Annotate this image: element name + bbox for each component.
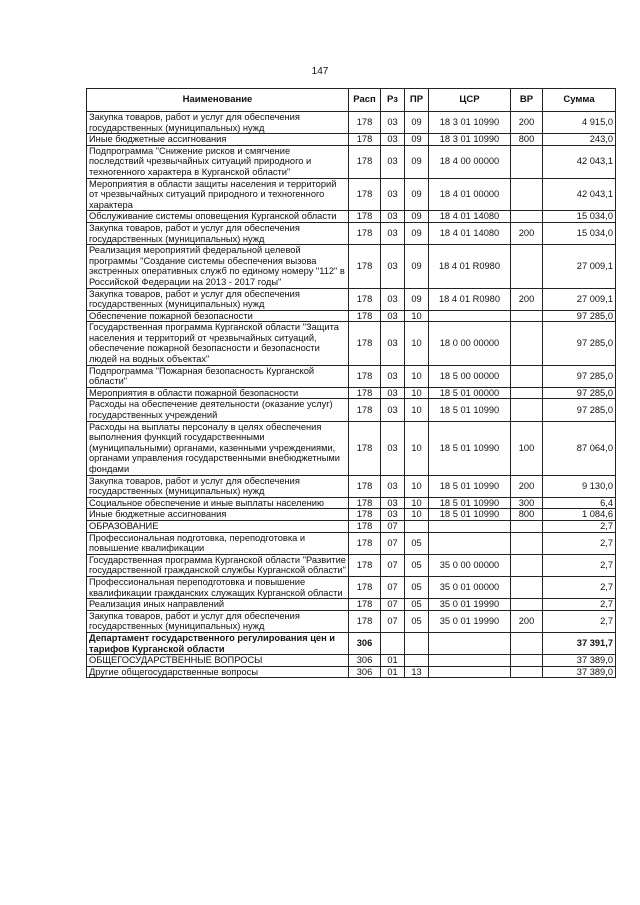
cell-name: Расходы на выплаты персоналу в целях обеспечения выполнения функций государственными (муниципальными) органами, казенными учреждениями, органами управления государственными внебюджетными фондами [87, 421, 349, 475]
cell-rz: 03 [381, 421, 405, 475]
cell-sum: 97 285,0 [543, 399, 616, 421]
cell-rasp: 178 [349, 387, 381, 399]
table-row [87, 365, 616, 387]
cell-vr: 200 [511, 475, 543, 497]
cell-vr [511, 322, 543, 365]
cell-rz: 03 [381, 245, 405, 288]
table-row [87, 421, 616, 475]
cell-rz [381, 632, 405, 654]
cell-pr: 05 [405, 610, 429, 632]
cell-sum: 42 043,1 [543, 145, 616, 178]
cell-vr [511, 399, 543, 421]
cell-name: Департамент государственного регулирования цен и тарифов Курганской области [87, 632, 349, 654]
cell-csr: 18 0 00 00000 [429, 322, 511, 365]
table-row [87, 112, 616, 134]
cell-vr [511, 145, 543, 178]
cell-rz: 03 [381, 178, 405, 211]
cell-pr: 09 [405, 288, 429, 310]
table-row [87, 655, 616, 667]
cell-rasp: 178 [349, 399, 381, 421]
cell-rz: 07 [381, 532, 405, 554]
cell-sum: 6,4 [543, 497, 616, 509]
cell-csr: 35 0 00 00000 [429, 554, 511, 576]
cell-csr: 18 5 01 10990 [429, 421, 511, 475]
cell-sum: 97 285,0 [543, 310, 616, 322]
cell-name: Другие общегосударственные вопросы [87, 666, 349, 678]
cell-vr: 100 [511, 421, 543, 475]
cell-sum: 97 285,0 [543, 322, 616, 365]
header-csr: ЦСР [429, 89, 511, 112]
cell-rasp: 178 [349, 599, 381, 611]
table-row [87, 576, 616, 598]
cell-vr [511, 310, 543, 322]
cell-csr: 18 5 00 00000 [429, 365, 511, 387]
cell-name: Закупка товаров, работ и услуг для обеспечения государственных (муниципальных) нужд [87, 222, 349, 244]
cell-csr: 18 4 01 00000 [429, 178, 511, 211]
cell-rasp: 178 [349, 509, 381, 521]
cell-vr: 800 [511, 134, 543, 146]
cell-vr: 200 [511, 112, 543, 134]
cell-csr [429, 520, 511, 532]
cell-vr [511, 532, 543, 554]
cell-pr: 10 [405, 475, 429, 497]
cell-csr: 35 0 01 00000 [429, 576, 511, 598]
cell-rasp: 178 [349, 421, 381, 475]
cell-name: Иные бюджетные ассигнования [87, 509, 349, 521]
cell-rasp: 178 [349, 310, 381, 322]
cell-name: Закупка товаров, работ и услуг для обеспечения государственных (муниципальных) нужд [87, 475, 349, 497]
cell-name: Иные бюджетные ассигнования [87, 134, 349, 146]
cell-sum: 97 285,0 [543, 365, 616, 387]
cell-sum: 2,7 [543, 610, 616, 632]
cell-rz: 03 [381, 497, 405, 509]
cell-pr: 05 [405, 554, 429, 576]
cell-name: Мероприятия в области пожарной безопасности [87, 387, 349, 399]
cell-name: Государственная программа Курганской области "Развитие государственной гражданской службы Курганской области" [87, 554, 349, 576]
cell-rz: 01 [381, 655, 405, 667]
cell-name: ОБЩЕГОСУДАРСТВЕННЫЕ ВОПРОСЫ [87, 655, 349, 667]
cell-pr [405, 632, 429, 654]
cell-vr [511, 365, 543, 387]
cell-rasp: 178 [349, 497, 381, 509]
cell-vr: 200 [511, 610, 543, 632]
cell-vr: 200 [511, 222, 543, 244]
cell-rasp: 178 [349, 520, 381, 532]
table-row [87, 520, 616, 532]
cell-csr [429, 632, 511, 654]
cell-sum: 2,7 [543, 554, 616, 576]
cell-csr [429, 655, 511, 667]
cell-name: Подпрограмма "Снижение рисков и смягчение последствий чрезвычайных ситуаций природного и техногенного характера в Курганской области" [87, 145, 349, 178]
cell-vr [511, 178, 543, 211]
table-row [87, 178, 616, 211]
cell-pr: 05 [405, 532, 429, 554]
table-row [87, 145, 616, 178]
cell-rz: 03 [381, 310, 405, 322]
cell-rz: 03 [381, 365, 405, 387]
cell-rasp: 178 [349, 365, 381, 387]
cell-rasp: 178 [349, 475, 381, 497]
cell-vr [511, 245, 543, 288]
cell-sum: 9 130,0 [543, 475, 616, 497]
cell-pr: 10 [405, 509, 429, 521]
cell-rz: 01 [381, 666, 405, 678]
table-row [87, 509, 616, 521]
page-number: 147 [311, 66, 329, 77]
cell-name: Обеспечение пожарной безопасности [87, 310, 349, 322]
cell-pr: 09 [405, 134, 429, 146]
cell-sum: 2,7 [543, 532, 616, 554]
cell-sum: 37 391,7 [543, 632, 616, 654]
cell-rz: 03 [381, 145, 405, 178]
cell-vr [511, 655, 543, 667]
table-row [87, 599, 616, 611]
cell-vr [511, 554, 543, 576]
cell-vr [511, 666, 543, 678]
cell-pr: 10 [405, 310, 429, 322]
cell-rz: 07 [381, 610, 405, 632]
table-row [87, 322, 616, 365]
cell-sum: 42 043,1 [543, 178, 616, 211]
cell-rasp: 178 [349, 211, 381, 223]
cell-sum: 27 009,1 [543, 288, 616, 310]
cell-csr: 35 0 01 19990 [429, 610, 511, 632]
cell-rasp: 306 [349, 632, 381, 654]
cell-csr: 18 5 01 00000 [429, 387, 511, 399]
cell-sum: 2,7 [543, 520, 616, 532]
cell-rasp: 178 [349, 576, 381, 598]
cell-pr: 09 [405, 178, 429, 211]
table-row [87, 288, 616, 310]
cell-sum: 1 084,6 [543, 509, 616, 521]
cell-name: Профессиональная подготовка, переподготовка и повышение квалификации [87, 532, 349, 554]
cell-csr: 18 4 01 R0980 [429, 245, 511, 288]
cell-rasp: 178 [349, 134, 381, 146]
table-row [87, 532, 616, 554]
cell-rz: 07 [381, 520, 405, 532]
table-row [87, 245, 616, 288]
cell-csr [429, 532, 511, 554]
cell-name: Профессиональная переподготовка и повышение квалификации гражданских служащих Курганской области [87, 576, 349, 598]
cell-rz: 03 [381, 509, 405, 521]
cell-rasp: 306 [349, 666, 381, 678]
cell-rz: 07 [381, 554, 405, 576]
cell-csr: 18 4 01 14080 [429, 222, 511, 244]
cell-pr: 10 [405, 399, 429, 421]
cell-rasp: 178 [349, 112, 381, 134]
header-row [87, 89, 616, 112]
cell-rz: 03 [381, 112, 405, 134]
cell-csr: 18 4 01 R0980 [429, 288, 511, 310]
cell-rasp: 178 [349, 145, 381, 178]
cell-rz: 03 [381, 211, 405, 223]
cell-rasp: 178 [349, 610, 381, 632]
cell-rz: 03 [381, 475, 405, 497]
header-pr: ПР [405, 89, 429, 112]
cell-csr [429, 666, 511, 678]
header-rasp: Расп [349, 89, 381, 112]
cell-csr: 18 5 01 10990 [429, 497, 511, 509]
cell-rasp: 306 [349, 655, 381, 667]
cell-sum: 37 389,0 [543, 655, 616, 667]
table-row [87, 399, 616, 421]
cell-pr [405, 655, 429, 667]
cell-vr [511, 211, 543, 223]
cell-rz: 03 [381, 322, 405, 365]
budget-table [86, 88, 616, 678]
cell-sum: 87 064,0 [543, 421, 616, 475]
cell-sum: 15 034,0 [543, 222, 616, 244]
cell-csr: 18 4 00 00000 [429, 145, 511, 178]
cell-vr: 300 [511, 497, 543, 509]
cell-csr: 18 5 01 10990 [429, 475, 511, 497]
header-rz: Рз [381, 89, 405, 112]
cell-sum: 27 009,1 [543, 245, 616, 288]
table-row [87, 632, 616, 654]
cell-name: Государственная программа Курганской области "Защита населения и территорий от чрезвычайных ситуаций, обеспечение пожарной безопасности и безопасности людей на водных объектах" [87, 322, 349, 365]
cell-name: Подпрограмма "Пожарная безопасность Курганской области" [87, 365, 349, 387]
table-row [87, 610, 616, 632]
cell-csr: 18 3 01 10990 [429, 134, 511, 146]
cell-rasp: 178 [349, 245, 381, 288]
cell-csr: 18 5 01 10990 [429, 509, 511, 521]
cell-pr: 13 [405, 666, 429, 678]
cell-name: Обслуживание системы оповещения Курганской области [87, 211, 349, 223]
cell-vr: 800 [511, 509, 543, 521]
cell-pr: 09 [405, 112, 429, 134]
cell-rz: 07 [381, 599, 405, 611]
cell-pr: 10 [405, 322, 429, 365]
table-body [87, 112, 616, 678]
cell-csr: 35 0 01 19990 [429, 599, 511, 611]
cell-pr: 05 [405, 576, 429, 598]
cell-rasp: 178 [349, 554, 381, 576]
cell-rz: 03 [381, 134, 405, 146]
cell-name: Расходы на обеспечение деятельности (оказание услуг) государственных учреждений [87, 399, 349, 421]
cell-sum: 243,0 [543, 134, 616, 146]
cell-pr: 10 [405, 421, 429, 475]
cell-csr: 18 4 01 14080 [429, 211, 511, 223]
table-row [87, 222, 616, 244]
table-row [87, 134, 616, 146]
cell-name: Закупка товаров, работ и услуг для обеспечения государственных (муниципальных) нужд [87, 610, 349, 632]
cell-sum: 37 389,0 [543, 666, 616, 678]
header-name: Наименование [87, 89, 349, 112]
cell-name: Реализация иных направлений [87, 599, 349, 611]
cell-rasp: 178 [349, 532, 381, 554]
table-row [87, 497, 616, 509]
cell-sum: 2,7 [543, 576, 616, 598]
cell-rasp: 178 [349, 178, 381, 211]
cell-sum: 4 915,0 [543, 112, 616, 134]
cell-pr: 09 [405, 211, 429, 223]
header-vr: ВР [511, 89, 543, 112]
cell-csr [429, 310, 511, 322]
table-row [87, 666, 616, 678]
table-row [87, 211, 616, 223]
cell-sum: 15 034,0 [543, 211, 616, 223]
cell-rz: 03 [381, 222, 405, 244]
cell-rz: 03 [381, 399, 405, 421]
cell-vr [511, 387, 543, 399]
cell-pr: 10 [405, 387, 429, 399]
cell-rasp: 178 [349, 322, 381, 365]
cell-name: Закупка товаров, работ и услуг для обеспечения государственных (муниципальных) нужд [87, 112, 349, 134]
cell-name: ОБРАЗОВАНИЕ [87, 520, 349, 532]
cell-vr [511, 632, 543, 654]
cell-name: Реализация мероприятий федеральной целевой программы "Создание системы обеспечения вызова экстренных оперативных служб по единому номеру "112" в Российской Федерации на 2013 - 2017 годы" [87, 245, 349, 288]
cell-pr: 09 [405, 222, 429, 244]
cell-pr [405, 520, 429, 532]
cell-pr: 09 [405, 145, 429, 178]
cell-vr [511, 520, 543, 532]
cell-pr: 10 [405, 497, 429, 509]
cell-sum: 97 285,0 [543, 387, 616, 399]
cell-pr: 10 [405, 365, 429, 387]
cell-sum: 2,7 [543, 599, 616, 611]
header-sum: Сумма [543, 89, 616, 112]
table-row [87, 475, 616, 497]
cell-rasp: 178 [349, 222, 381, 244]
cell-pr: 09 [405, 245, 429, 288]
cell-vr [511, 599, 543, 611]
cell-pr: 05 [405, 599, 429, 611]
cell-name: Мероприятия в области защиты населения и территорий от чрезвычайных ситуаций природного и техногенного характера [87, 178, 349, 211]
cell-rz: 03 [381, 387, 405, 399]
table-row [87, 310, 616, 322]
cell-rasp: 178 [349, 288, 381, 310]
table-row [87, 554, 616, 576]
cell-name: Социальное обеспечение и иные выплаты населению [87, 497, 349, 509]
table-row [87, 387, 616, 399]
cell-csr: 18 5 01 10990 [429, 399, 511, 421]
cell-vr: 200 [511, 288, 543, 310]
cell-rz: 07 [381, 576, 405, 598]
cell-rz: 03 [381, 288, 405, 310]
cell-csr: 18 3 01 10990 [429, 112, 511, 134]
cell-vr [511, 576, 543, 598]
cell-name: Закупка товаров, работ и услуг для обеспечения государственных (муниципальных) нужд [87, 288, 349, 310]
